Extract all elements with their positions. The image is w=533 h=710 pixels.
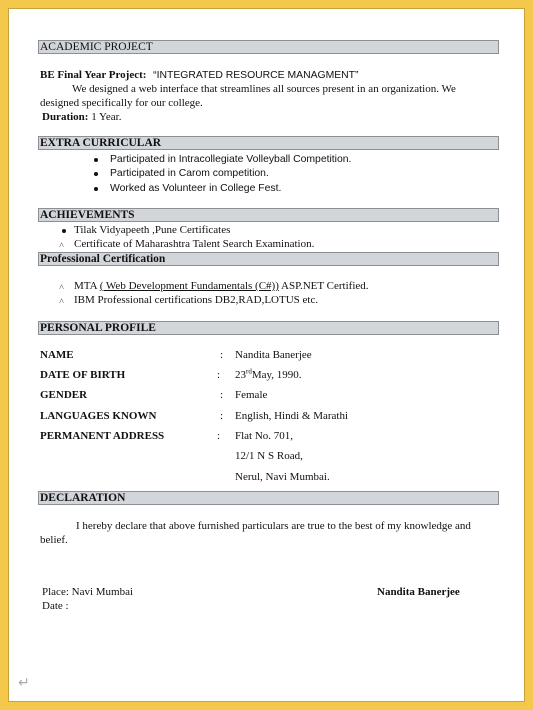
project-desc-line1: We designed a web interface that streamlines all sources present in an organization. We: [72, 83, 456, 95]
mta-line: [74, 280, 369, 293]
achievement-item-1: Tilak Vidyapeeth ,Pune Certificates: [74, 224, 231, 236]
mta-suffix: ASP.NET Certified.: [281, 280, 369, 292]
arrow-icon: ˄: [59, 282, 65, 292]
separator: :: [220, 389, 224, 401]
separator: :: [220, 410, 224, 422]
return-arrow-icon: ↵: [18, 676, 30, 691]
achievement-item-2: Certificate of Maharashtra Talent Search Examination.: [74, 238, 315, 250]
date-text: Date :: [42, 600, 69, 612]
bullet-icon: [62, 229, 66, 233]
address-line-2: 12/1 N S Road,: [235, 450, 303, 462]
project-desc-line2: designed specifically for our college.: [40, 97, 203, 109]
project-line: [40, 69, 359, 82]
name-label: NAME: [40, 349, 74, 361]
dob-value: [235, 369, 302, 382]
mta-course-link[interactable]: ( Web Development Fundamentals (C#)): [99, 280, 279, 292]
languages-label: LANGUAGES KNOWN: [40, 410, 157, 422]
duration-value: 1 Year.: [91, 111, 122, 123]
place-text: Place: Navi Mumbai: [42, 586, 134, 598]
resume-page: [8, 8, 525, 702]
certification-header: Professional Certification: [38, 252, 499, 266]
declaration-line-1: I hereby declare that above furnished particulars are true to the best of my knowledge and: [76, 520, 471, 532]
bullet-icon: [94, 187, 98, 191]
address-line-3: Nerul, Navi Mumbai.: [235, 471, 330, 483]
personal-profile-header: PERSONAL PROFILE: [38, 321, 499, 335]
separator: :: [217, 369, 221, 381]
achievements-header: ACHIEVEMENTS: [38, 208, 499, 222]
dob-suffix: rd: [246, 367, 252, 376]
address-line-1: Flat No. 701,: [235, 430, 294, 442]
project-title: “INTEGRATED RESOURCE MANAGMENT”: [153, 70, 359, 81]
arrow-icon: ˄: [59, 240, 65, 250]
extra-curricular-header: EXTRA CURRICULAR: [38, 136, 499, 150]
extra-item-3: Worked as Volunteer in College Fest.: [110, 183, 282, 194]
gender-label: GENDER: [40, 389, 88, 401]
bullet-icon: [94, 172, 98, 176]
extra-item-2: Participated in Carom competition.: [110, 168, 269, 179]
declaration-line-2: belief.: [40, 534, 68, 546]
extra-item-1: Participated in Intracollegiate Volleyball Competition.: [110, 154, 352, 165]
declaration-header: DECLARATION: [38, 491, 499, 505]
separator: :: [220, 349, 224, 361]
arrow-icon: ˄: [59, 296, 65, 306]
gender-value: Female: [235, 389, 268, 401]
separator: :: [217, 430, 221, 442]
project-label: BE Final Year Project:: [40, 69, 147, 81]
dob-day: 23: [235, 369, 246, 381]
bullet-icon: [94, 158, 98, 162]
languages-value: English, Hindi & Marathi: [235, 410, 349, 422]
duration-label: Duration:: [42, 111, 89, 123]
mta-prefix: MTA: [74, 280, 97, 292]
dob-label: DATE OF BIRTH: [40, 369, 126, 381]
academic-project-header: ACADEMIC PROJECT: [38, 40, 499, 54]
address-label: PERMANENT ADDRESS: [40, 430, 165, 442]
dob-rest: May, 1990.: [251, 369, 302, 381]
ibm-line: IBM Professional certifications DB2,RAD,LOTUS etc.: [74, 294, 319, 306]
name-value: Nandita Banerjee: [235, 349, 312, 361]
signature-name: Nandita Banerjee: [377, 586, 460, 598]
duration-line: [42, 111, 121, 124]
